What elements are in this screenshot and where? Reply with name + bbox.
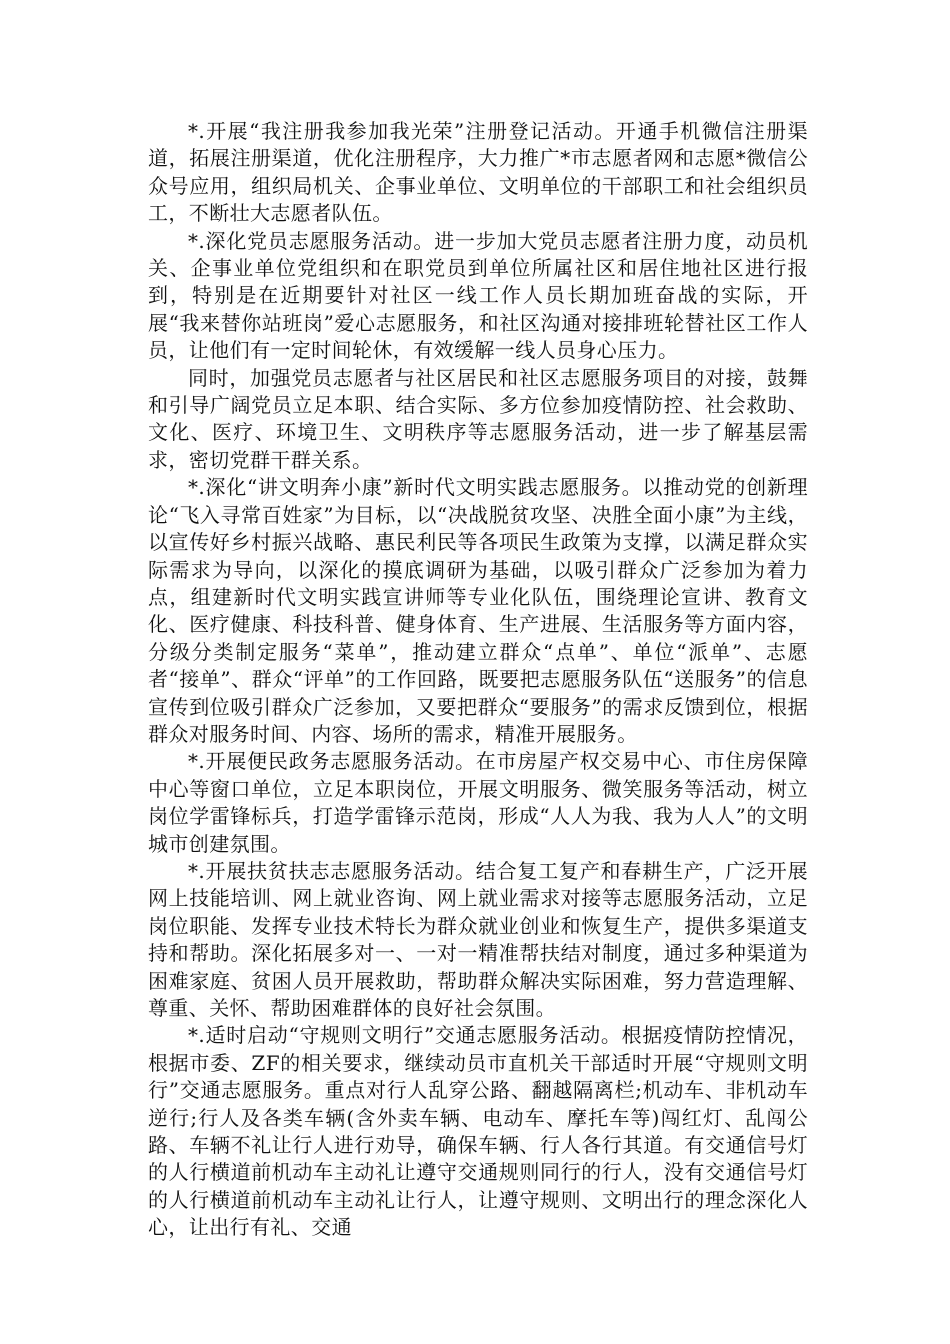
paragraph-party-community-docking: 同时，加强党员志愿者与社区居民和社区志愿服务项目的对接，鼓舞和引导广阔党员立足本职、结合实际、多方位参加疫情防控、社会救助、文化、医疗、环境卫生、文明秩序等志愿服务活动，进一步了解基层需求，密切党群干群关系。 [148,365,808,472]
paragraph-party-volunteer-service: *.深化党员志愿服务活动。进一步加大党员志愿者注册力度，动员机关、企事业单位党组织和在职党员到单位所属社区和居住地社区进行报到，特别是在近期要针对社区一线工作人员长期加班奋战的实际，开展“我来替你站班岗”爱心志愿服务，和社区沟通对接排班轮替社区工作人员，让他们有一定时间轮休，有效缓解一线人员身心压力。 [148,228,808,363]
paragraph-government-service: *.开展便民政务志愿服务活动。在市房屋产权交易中心、市住房保障中心等窗口单位，立足本职岗位，开展文明服务、微笑服务等活动，树立岗位学雷锋标兵，打造学雷锋示范岗，形成“人人为我、我为人人”的文明城市创建氛围。 [148,749,808,856]
paragraph-poverty-alleviation: *.开展扶贫扶志志愿服务活动。结合复工复产和春耕生产，广泛开展网上技能培训、网上就业咨询、网上就业需求对接等志愿服务活动，立足岗位职能、发挥专业技术特长为群众就业创业和恢复生产，提供多渠道支持和帮助。深化拓展多对一、一对一精准帮扶结对制度，通过多种渠道为困难家庭、贫困人员开展救助，帮助群众解决实际困难，努力营造理解、尊重、关怀、帮助困难群体的良好社会氛围。 [148,858,808,1020]
paragraph-volunteer-registration: *.开展“我注册我参加我光荣”注册登记活动。开通手机微信注册渠道，拓展注册渠道，优化注册程序，大力推广*市志愿者网和志愿*微信公众号应用，组织局机关、企事业单位、文明单位的干部职工和社会组织员工，不断壮大志愿者队伍。 [148,119,808,226]
document-page [148,118,808,1242]
paragraph-traffic-volunteer: *.适时启动“守规则文明行”交通志愿服务活动。根据疫情防控情况，根据市委、ZF的相关要求，继续动员市直机关干部适时开展“守规则文明行”交通志愿服务。重点对行人乱穿公路、翻越隔离栏;机动车、非机动车逆行;行人及各类车辆(含外卖车辆、电动车、摩托车等)闯红灯、乱闯公路、车辆不礼让行人进行劝导，确保车辆、行人各行其道。有交通信号灯的人行横道前机动车主动礼让遵守交通规则同行的行人，没有交通信号灯的人行横道前机动车主动礼让行人，让遵守规则、文明出行的理念深化人心，让出行有礼、交通 [148,1023,808,1240]
paragraph-civilization-practice: *.深化“讲文明奔小康”新时代文明实践志愿服务。以推动党的创新理论“飞入寻常百姓家”为目标，以“决战脱贫攻坚、决胜全面小康”为主线，以宣传好乡村振兴战略、惠民利民等各项民生政策为支撑，以满足群众实际需求为导向，以深化的摸底调研为基础，以吸引群众广泛参加为着力点，组建新时代文明实践宣讲师等专业化队伍，围绕理论宣讲、教育文化、医疗健康、科技科普、健身体育、生产进展、生活服务等方面内容，分级分类制定服务“菜单”，推动建立群众“点单”、单位“派单”、志愿者“接单”、群众“评单”的工作回路，既要把志愿服务队伍“送服务”的信息宣传到位吸引群众广泛参加，又要把群众“要服务”的需求反馈到位，根据群众对服务时间、内容、场所的需求，精准开展服务。 [148,475,808,746]
